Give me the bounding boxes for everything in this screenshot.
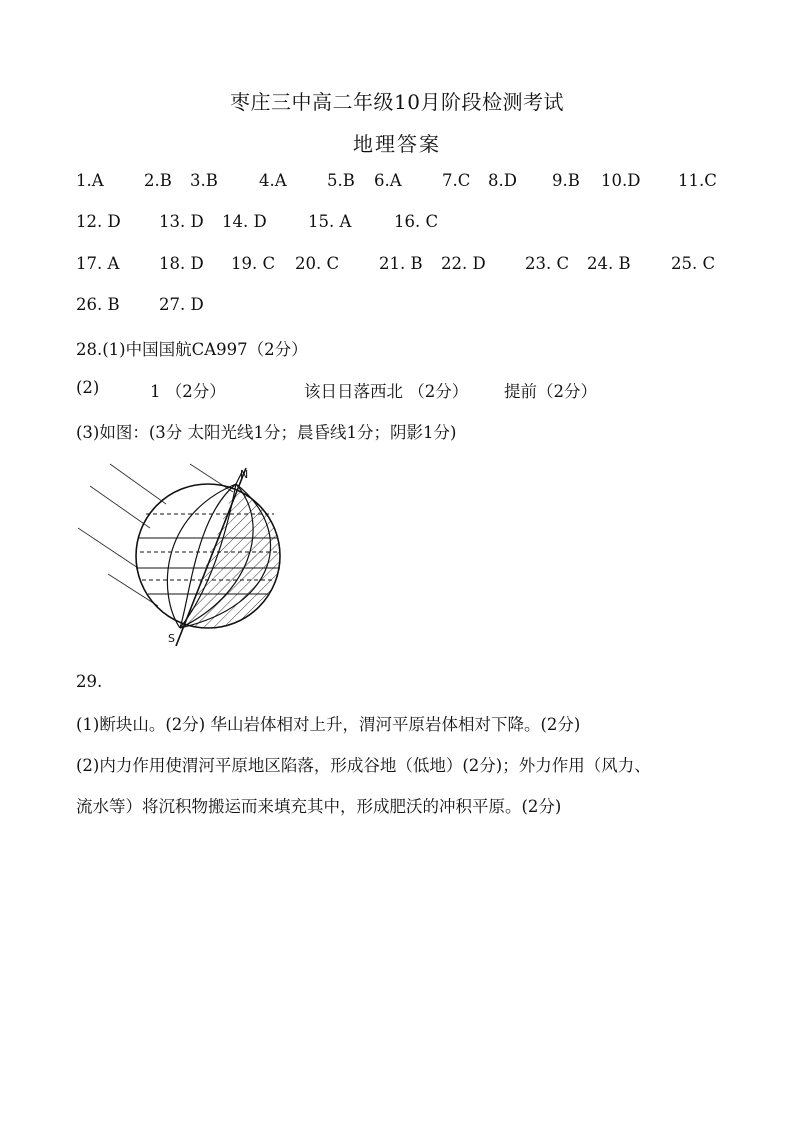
answer-item: 9.B bbox=[552, 171, 580, 190]
answer-item: 17. A bbox=[76, 254, 120, 273]
answer-item: 8.D bbox=[488, 171, 517, 190]
q28-part2-answer-a: 1 （2分） bbox=[150, 382, 226, 401]
q28-part2-answer-b: 该日日落西北 （2分） bbox=[304, 382, 469, 401]
answer-item: 6.A bbox=[374, 171, 402, 190]
q29-part2-line2: 流水等）将沉积物搬运而来填充其中，形成肥沃的冲积平原。(2分) bbox=[76, 797, 562, 816]
q28-part3: (3)如图：(3分 太阳光线1分；晨昏线1分；阴影1分) bbox=[76, 423, 457, 442]
q29-part1: (1)断块山。(2分) 华山岩体相对上升，渭河平原岩体相对下降。(2分) bbox=[76, 715, 581, 734]
answer-item: 27. D bbox=[159, 295, 204, 314]
answer-item: 23. C bbox=[525, 254, 570, 273]
answer-item: 4.A bbox=[259, 171, 287, 190]
answer-item: 3.B bbox=[190, 171, 218, 190]
q28-part2-label: (2) bbox=[76, 378, 100, 397]
answer-item: 26. B bbox=[76, 295, 120, 314]
q28-part2-answer-c: 提前（2分） bbox=[504, 382, 597, 401]
answer-item: 21. B bbox=[379, 254, 423, 273]
q29-label: 29. bbox=[76, 672, 103, 691]
north-pole-label: N bbox=[240, 468, 249, 481]
answer-item: 7.C bbox=[442, 171, 471, 190]
page-subtitle: 地理答案 bbox=[353, 132, 441, 156]
q28-part1: 28.(1)中国国航CA997（2分） bbox=[76, 340, 308, 359]
south-pole-label: S bbox=[168, 632, 175, 645]
answer-item: 12. D bbox=[76, 212, 121, 231]
answer-item: 14. D bbox=[222, 212, 267, 231]
answer-item: 19. C bbox=[231, 254, 276, 273]
answer-item: 20. C bbox=[295, 254, 340, 273]
answer-item: 18. D bbox=[159, 254, 204, 273]
earth-illumination-figure bbox=[78, 456, 308, 656]
answer-item: 2.B bbox=[144, 171, 172, 190]
answer-item: 16. C bbox=[394, 212, 439, 231]
answer-item: 24. B bbox=[587, 254, 631, 273]
answer-item: 22. D bbox=[441, 254, 486, 273]
answer-item: 10.D bbox=[601, 171, 641, 190]
night-side-shading bbox=[180, 484, 300, 636]
answer-item: 25. C bbox=[671, 254, 716, 273]
answer-item: 11.C bbox=[678, 171, 717, 190]
q29-part2-line1: (2)内力作用使渭河平原地区陷落，形成谷地（低地）(2分)；外力作用（风力、 bbox=[76, 756, 651, 775]
answer-item: 1.A bbox=[76, 171, 104, 190]
answer-item: 13. D bbox=[159, 212, 204, 231]
answer-item: 15. A bbox=[308, 212, 352, 231]
answer-item: 5.B bbox=[327, 171, 355, 190]
page-title: 枣庄三中高二年级10月阶段检测考试 bbox=[230, 90, 564, 114]
